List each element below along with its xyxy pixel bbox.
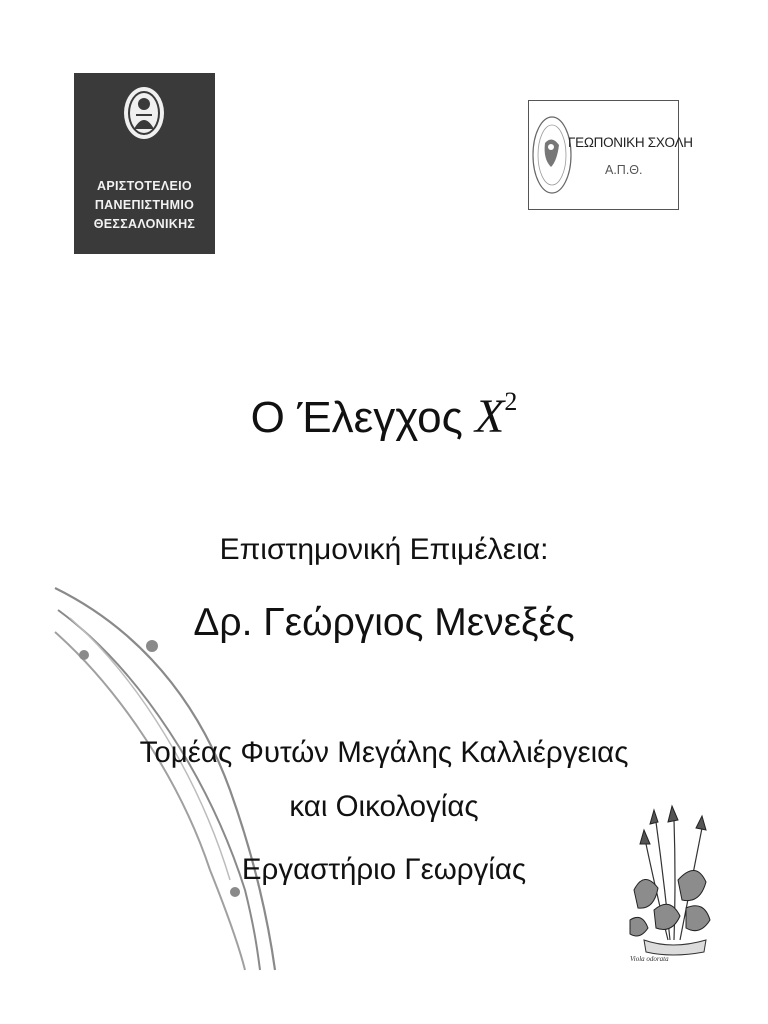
school-name: ΓΕΩΠΟΝΙΚΗ ΣΧΟΛΗ — [568, 135, 693, 150]
arc-dot — [79, 650, 89, 660]
department-line-1: Τομέας Φυτών Μεγάλης Καλλιέργειας — [139, 736, 629, 769]
university-logo — [74, 73, 215, 254]
slide-title — [0, 372, 768, 448]
chi-symbol: Χ — [475, 390, 505, 443]
school-abbreviation: Α.Π.Θ. — [605, 163, 643, 177]
title-text: Ο Έλεγχος — [250, 393, 463, 442]
author-name: Δρ. Γεώργιος Μενεξές — [193, 601, 575, 644]
school-logo — [528, 100, 693, 210]
university-name-line: ΘΕΣΣΑΛΟΝΙΚΗΣ — [93, 217, 196, 231]
university-name-line: ΠΑΝΕΠΙΣΤΗΜΙΟ — [94, 198, 195, 212]
department-line-2: και Οικολογίας — [289, 790, 479, 823]
violet-plant-illustration — [624, 800, 720, 960]
chi-exponent: 2 — [504, 387, 518, 416]
aristotle-emblem-icon — [122, 85, 166, 141]
school-seal-icon — [531, 113, 573, 197]
department-line-3: Εργαστήριο Γεωργίας — [241, 853, 527, 886]
editor-label: Επιστημονική Επιμέλεια: — [219, 533, 549, 566]
plant-caption: Viola odorata — [630, 955, 669, 963]
university-name-line: ΑΡΙΣΤΟΤΕΛΕΙΟ — [97, 179, 192, 193]
